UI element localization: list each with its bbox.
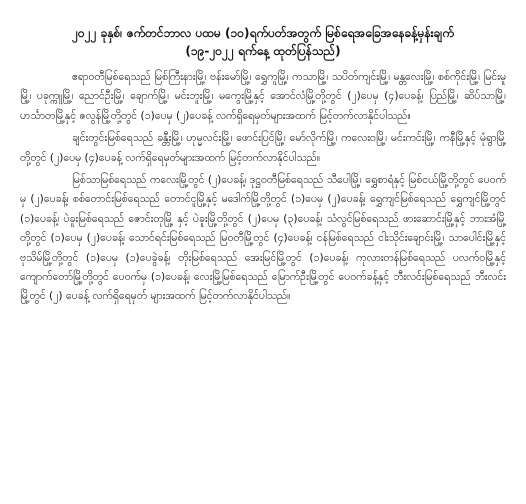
release-date: (၁၉-၂၀၂၂ ရက်နေ့ ထုတ်ပြန်သည်) bbox=[185, 44, 341, 58]
document-title: ၂၀၂၂ ခုနှစ်၊ ဇက်တင်ဘာလ ပထမ (၁၀)ရက်ပတ်အတွက် မြစ်ရေအခြေအနေခန့်မှန်းချက် bbox=[71, 26, 454, 40]
paragraph-ayeyarwady: ဧရာဝတီမြစ်ရေသည် မြစ်ကြီးနားမြို့၊ ဗန်းမော်မြို့၊ ရွှေကူမြို့၊ ကသာမြို့၊ သပိတ်ကျင်းမြို့၊ မန္တလေးမြို့၊ စစ်ကိုင်းမြို့၊ မြင်းမူမြို့၊ ပခုက္ကူမြို့၊ ညောင်ဦးမြို့၊ ချောက်မြို့၊ မင်းဘူးမြို့၊ မကွေးမြို့နှင့် အောင်လံမြို့တို့တွင် (၂)ပေမှ (၄)ပေခန့်၊ ပြည်မြို့၊ ဆိပ်သာမြို့၊ ဟင်္သာတမြို့နှင့် ဇလွန်မြို့တို့တွင် (၁)ပေမှ (၂)ပေခန့် လက်ရှိရေမှတ်များအထက် မြင့်တက်လာနိုင်ပါသည်။ bbox=[20, 71, 506, 122]
paragraph-other-rivers: မြစ်သာမြစ်ရေသည် ကလေးမြို့တွင် (၂)ပေခန့်၊ ဒုဋ္ဌဝတီမြစ်ရေသည် သီပေါမြို့၊ ရွှေစာရံနှင့် မြစ်ငယ်မြို့တို့တွင် ပေဝက်မှ (၂)ပေခန့်၊ စစ်တောင်းမြစ်ရေသည် တောင်ငူမြို့နှင့် မဒေါက်မြို့တို့တွင် (၁)ပေမှ (၂)ပေခန့်၊ ရွှေကျင်မြစ်ရေသည် ရွှေကျင်မြို့တွင် (၁)ပေခန့်၊ ပဲခူးမြစ်ရေသည် ဇောင်းတုမြို့ နှင့် ပဲခူးမြို့တို့တွင် (၂)ပေမှ (၃)ပေခန့်၊ သံလွင်မြစ်ရေသည် ဖားဆောင်းမြို့နှင့် ဘားအံမြို့တို့တွင် (၁)ပေမှ (၂)ပေခန့်၊ သောင်ရင်းမြစ်ရေသည် မြဝတီမြို့တွင် (၄)ပေခန့်၊ ငန်မြစ်ရေသည် ငါးသိုင်းချောင်းမြို့၊ သာပေါင်းမြို့နှင့် ဗုသိမ်မြို့တို့တွင် (၁)ပေမှ (၁)ပေခွဲခန့်၊ တိုးမြစ်ရေသည် အေးမြင်မြို့တွင် (၁)ပေခန့်၊ ကုလားတန်မြစ်ရေသည် ပလက်ဝမြို့နှင့် ကျောက်တော်မြို့တို့တွင် ပေဝက်မှ (၁)ပေခန့်၊ လေးမြို့မြစ်ရေသည် မြောက်ဦးမြို့တွင် ပေဝက်ခန့်နှင့် ဘီးလင်းမြစ်ရေသည် ဘီးလင်းမြို့တွင် (၂) ပေခန့် လက်ရှိရေမှတ် များအထက် မြင့်တက်လာနိုင်ပါသည်။ bbox=[20, 174, 506, 303]
paragraph-chindwin: ချင်းတွင်းမြစ်ရေသည် ခန္တီးမြို့၊ ဟုမ္မလင်းမြို့၊ ဖောင်းပြင်မြို့၊ မော်လိုက်မြို့၊ ကလေးဝမြို့၊ မင်းကင်းမြို့၊ ကနီမြို့နှင့် မုံရွာမြို့တို့တွင် (၂)ပေမှ (၄)ပေခန့် လက်ရှိရေမှတ်များအထက် မြင့်တက်လာနိုင်ပါသည်။ bbox=[20, 132, 506, 164]
